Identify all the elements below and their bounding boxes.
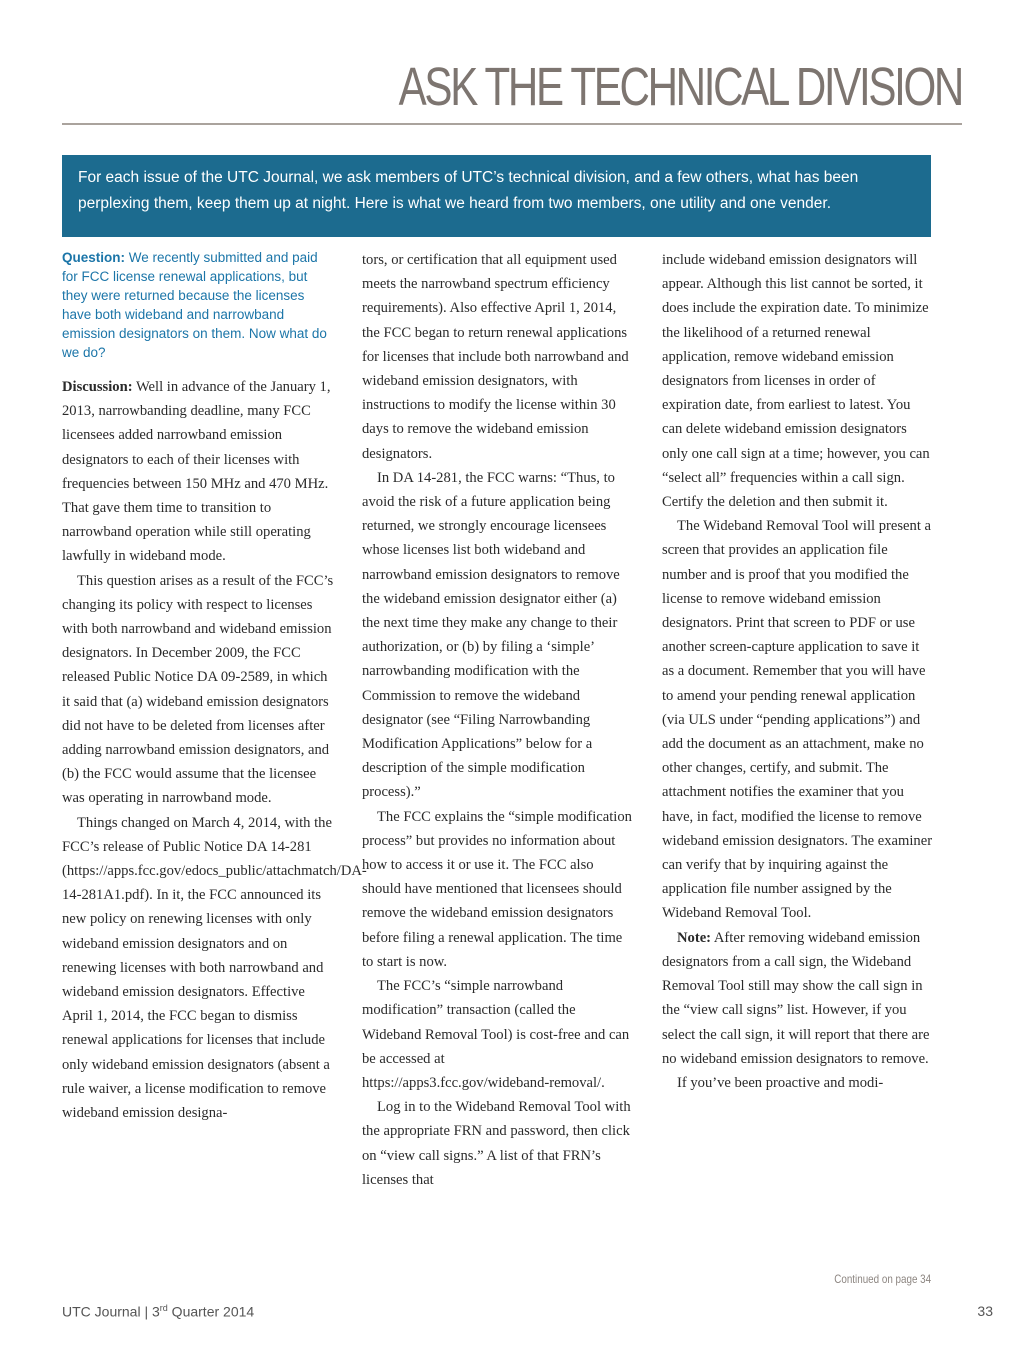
discussion-label: Discussion: bbox=[62, 379, 133, 395]
header-divider bbox=[62, 123, 962, 125]
discussion-text: Well in advance of the January 1, 2013, narrowbanding deadline, many FCC licensees added narrowband emission designators to each of their licenses with frequencies between 150 MHz and 470 MHz. That gave them time to transition to narrowband operation while still operating lawfully in wideband mode. bbox=[62, 379, 331, 565]
footer-quarter: Quarter 2014 bbox=[167, 1303, 255, 1320]
body-paragraph: If you’ve been proactive and modi- bbox=[677, 1074, 884, 1091]
discussion-paragraph bbox=[62, 375, 334, 569]
article-column-3 bbox=[662, 248, 934, 1095]
footer-journal-name: UTC Journal | 3 bbox=[62, 1303, 160, 1320]
body-paragraph: Log in to the Wideband Removal Tool with the appropriate FRN and password, then click on “view call signs.” A list of that FRN’s licenses that bbox=[362, 1099, 631, 1188]
body-paragraph: The FCC explains the “simple modification process” but provides no information about how to access it or use it. The FCC also should have mentioned that licensees should remove the wideband emission designators before filing a renewal application. The time to start is now. bbox=[362, 808, 632, 970]
body-paragraph: In DA 14-281, the FCC warns: “Thus, to avoid the risk of a future application being returned, we strongly encourage licensees whose licenses list both wideband and narrowband emission designators to remove the wideband emission designator either (a) the next time they make any change to their authorization, or (b) by filing a ‘simple’ narrowbanding modification with the Commission to remove the wideband designator (see “Filing Narrowbanding Modification Applications” below for a description of the simple modification process).” bbox=[362, 469, 620, 801]
article-column-1 bbox=[62, 248, 367, 1125]
section-title: ASK THE TECHNICAL DIVISION bbox=[398, 57, 962, 117]
note-text: After removing wideband emission designators from a call sign, the Wideband Removal Tool still may show the call sign in the “view call signs” list. However, if you select the call sign, it will report that there are no wideband emission designators to remove. bbox=[662, 929, 930, 1067]
body-paragraph: This question arises as a result of the FCC’s changing its policy with respect to licenses with both narrowband and wideband emission designators. In December 2009, the FCC released Public Notice DA 09-2589, in which it said that (a) wideband emission designators did not have to be deleted from licenses after adding narrowband emission designators, and (b) the FCC would assume that the licensee was operating in narrowband mode. bbox=[62, 572, 334, 807]
continued-note: Continued on page 34 bbox=[834, 1272, 931, 1286]
body-paragraph: include wideband emission designators will appear. Although this list cannot be sorted, it does include the expiration date. To minimize the likelihood of a returned renewal application, remove wideband emission designators from licenses in order of expiration date, from earliest to latest. You can delete wideband emission designators only one call sign at a time; however, you can “select all” frequencies within a call sign. Certify the deletion and then submit it. bbox=[662, 252, 930, 511]
body-paragraph: The Wideband Removal Tool will present a screen that provides an application file number and is proof that you modified the license to remove wideband emission designators. Print that screen to PDF or use another screen-capture application to save it as a document. Remember that you will have to amend your pending renewal application (via ULS under “pending applications”) and add the document as an attachment, make no other changes, certify, and submit. The attachment notifies the examiner that you have, in fact, modified the license to remove wideband emission designators. The examiner can verify that by inquiring against the application file number assigned by the Wideband Removal Tool. bbox=[662, 518, 933, 922]
page-number: 33 bbox=[977, 1303, 993, 1319]
note-paragraph bbox=[662, 926, 934, 1071]
question-text: We recently submitted and paid for FCC license renewal applications, but they were returned because the licenses have both wideband and narrowband emission designators on them. Now what do we do? bbox=[62, 250, 327, 360]
intro-text: For each issue of the UTC Journal, we ask members of UTC’s technical division, and a few others, what has been perplexing them, keep them up at night. Here is what we heard from two members, one utility and one vender. bbox=[78, 169, 859, 212]
footer-ordinal: rd bbox=[159, 1303, 168, 1313]
body-paragraph: Things changed on March 4, 2014, with the FCC’s release of Public Notice DA 14-281 (https://apps.fcc.gov/edocs_public/attachmatch/DA-14-281A1.pdf). In it, the FCC announced its new policy on renewing licenses with only wideband emission designators and on renewing licenses with both narrowband and wideband emission designators. Effective April 1, 2014, the FCC began to dismiss renewal applications for licenses that include only wideband emission designators (absent a rule waiver, a license modification to remove wideband emission designa- bbox=[62, 814, 367, 1122]
body-paragraph: The FCC’s “simple narrowband modification” transaction (called the Wideband Removal Tool) is cost-free and can be accessed at https://apps3.fcc.gov/wideband-removal/. bbox=[362, 978, 630, 1091]
question-block bbox=[62, 248, 334, 362]
body-paragraph: tors, or certification that all equipment used meets the narrowband spectrum efficiency requirements). Also effective April 1, 2014, the FCC began to return renewal applications for licenses that include both narrowband and wideband emission designators, with instructions to modify the license within 30 days to remove the wideband emission designators. bbox=[362, 252, 629, 462]
question-label: Question: bbox=[62, 250, 125, 265]
intro-banner bbox=[62, 155, 931, 237]
note-label: Note: bbox=[677, 929, 712, 946]
article-column-2 bbox=[362, 248, 634, 1192]
footer-journal bbox=[62, 1303, 254, 1320]
